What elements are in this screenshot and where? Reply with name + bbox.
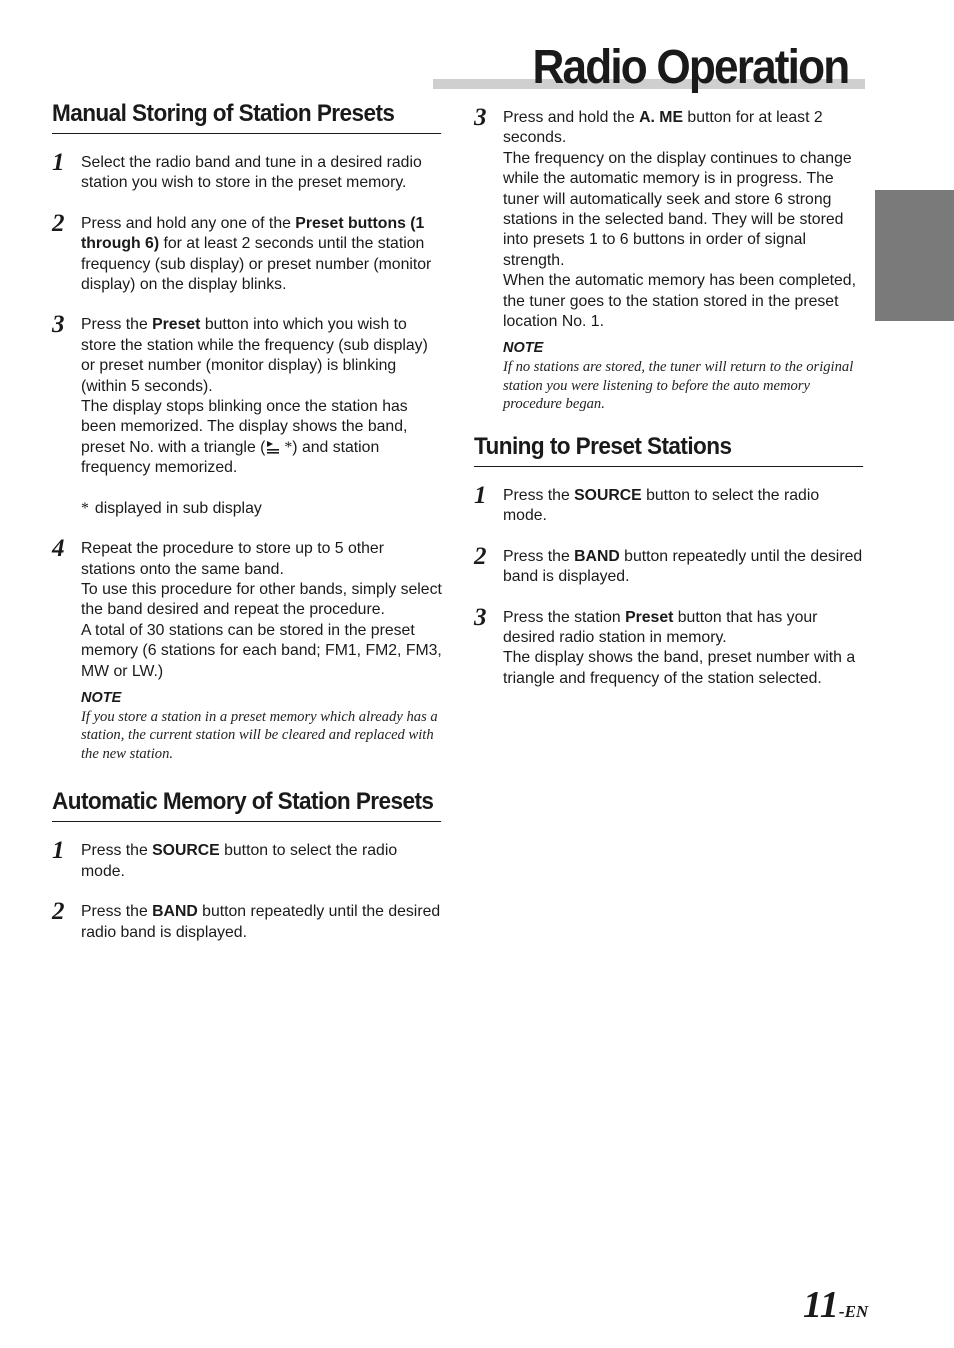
- manual-step-2: [52, 209, 442, 296]
- page-number-suffix: -EN: [838, 1302, 869, 1321]
- step-number: 2: [52, 898, 65, 926]
- section-side-tab: [875, 190, 954, 321]
- source-label: SOURCE: [574, 486, 642, 504]
- note-label: NOTE: [81, 689, 122, 706]
- footnote-star: *: [81, 499, 89, 517]
- step-detail: When the automatic memory has been completed, the tuner goes to the station stored in the preset location No. 1.: [503, 272, 856, 331]
- note-text: If you store a station in a preset memory which already has a station, the current station will be cleared and replaced with the new station.: [81, 708, 438, 762]
- step-number: 4: [52, 535, 65, 563]
- source-label: SOURCE: [152, 842, 220, 860]
- left-column: [52, 99, 442, 943]
- step-detail: To use this procedure for other bands, simply select the band desired and repeat the procedure.: [81, 580, 442, 619]
- tuning-preset-heading: Tuning to Preset Stations: [474, 432, 863, 467]
- step-text: Press the BAND button repeatedly until the desired radio band is displayed.: [81, 903, 441, 941]
- a-me-label: A. ME: [639, 109, 684, 126]
- page-number: [803, 1283, 868, 1327]
- manual-step-4: [52, 535, 442, 682]
- right-column: [474, 103, 864, 689]
- step-number: 1: [52, 837, 65, 865]
- step-detail: The frequency on the display continues to change while the automatic memory is in progress. The tuner will automatically seek and store 6 strong stations in the selected band. They will be stored into presets 1 to 6 buttons in order of signal strength.: [503, 149, 852, 269]
- step-number: 1: [474, 481, 487, 509]
- manual-step-3: [52, 311, 442, 478]
- footnote-marker: *: [284, 438, 293, 456]
- note-text: If no stations are stored, the tuner will return to the original station you were listening to before the auto memory procedure began.: [503, 359, 854, 413]
- page-title: Radio Operation: [532, 41, 848, 94]
- step-number: 1: [52, 149, 65, 176]
- automatic-memory-heading: Automatic Memory of Station Presets: [52, 787, 441, 822]
- step-text: Press and hold the A. ME button for at least 2 seconds.: [503, 109, 823, 147]
- tuning-step-1: [474, 481, 864, 527]
- step-number: 3: [474, 603, 487, 631]
- tuning-step-2: [474, 542, 864, 588]
- manual-storing-heading: Manual Storing of Station Presets: [52, 99, 441, 134]
- step-text: Select the radio band and tune in a desired radio station you wish to store in the preset memory.: [81, 154, 422, 192]
- step-text: Press the station Preset button that has your desired radio station in memory.: [503, 608, 818, 646]
- step-text: Press the Preset button into which you wish to store the station while the frequency (sub display) or preset number (monitor display) is blinking (within 5 seconds).: [81, 316, 428, 395]
- step-text: Press the SOURCE button to select the radio mode.: [81, 842, 398, 880]
- step-number: 3: [52, 311, 65, 339]
- preset-triangle-icon: [265, 439, 281, 454]
- preset-label: Preset: [625, 608, 674, 626]
- manual-step-1: [52, 149, 442, 194]
- step-number: 2: [52, 209, 65, 237]
- step-text: Press the BAND button repeatedly until the desired band is displayed.: [503, 547, 863, 586]
- step-number: 3: [474, 104, 487, 131]
- auto-step-3: [474, 104, 864, 332]
- tuning-step-3: [474, 603, 864, 690]
- auto-step-1: [52, 837, 442, 882]
- step-detail: A total of 30 stations can be stored in the preset memory (6 stations for each band; FM1, FM2, FM3, MW or LW.): [81, 621, 442, 680]
- preset-buttons-label: Preset buttons (1 through 6): [81, 214, 425, 253]
- footnote-text: displayed in sub display: [94, 499, 262, 517]
- band-label: BAND: [152, 903, 198, 921]
- manual-note: [52, 688, 442, 764]
- step-number: 2: [474, 542, 487, 570]
- auto-step-2: [52, 898, 442, 943]
- preset-label: Preset: [152, 316, 201, 334]
- step-detail: The display stops blinking once the station has been memorized. The display shows the band, preset No. with a triangle ( *) and station frequency memorized.: [81, 398, 408, 477]
- step-text: Press the SOURCE button to select the radio mode.: [503, 486, 820, 525]
- auto-note: [474, 338, 864, 414]
- footnote: [52, 499, 442, 519]
- step-text: Press and hold any one of the Preset buttons (1 through 6) for at least 2 seconds until the station frequency (sub display) or preset number (monitor display) on the display blinks.: [81, 214, 432, 294]
- step-text: Repeat the procedure to store up to 5 other stations onto the same band.: [81, 540, 384, 578]
- band-label: BAND: [574, 547, 620, 565]
- note-label: NOTE: [503, 340, 544, 357]
- page-number-value: 11: [803, 1284, 839, 1326]
- step-detail: The display shows the band, preset number with a triangle and frequency of the station selected.: [503, 649, 856, 687]
